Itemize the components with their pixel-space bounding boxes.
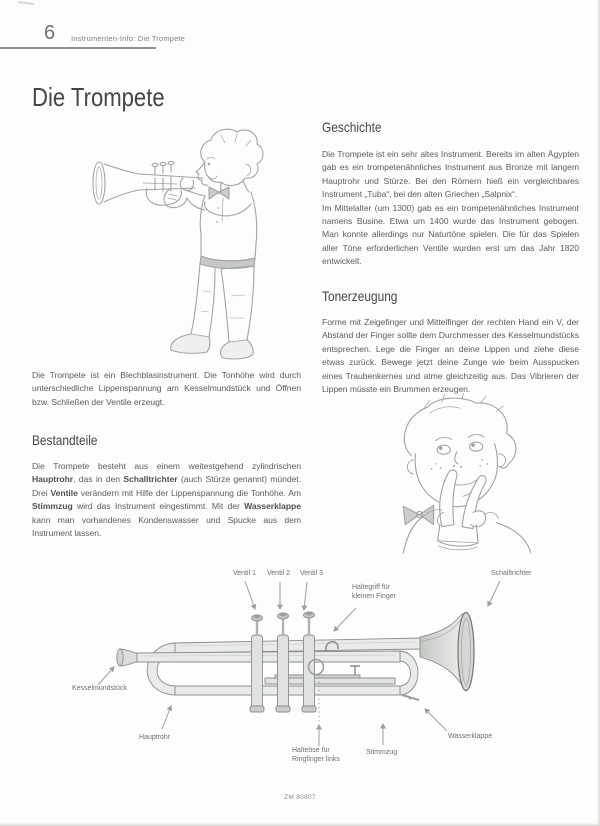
- label-ventil-3: Ventil 3: [300, 570, 323, 577]
- section-heading-bestandteile: Bestandteile: [32, 432, 98, 448]
- bestandteile-paragraph: Die Trompete besteht aus einem weitestgehend zylindrischen Hauptrohr, das in den Schalltrichter (auch Stürze genannt) mündet. Drei Ventile verändern mit Hilfe der Lippenspannung die Tonhöhe. Am Stimmzug wird das Instrument eingestimmt. Mit der Wasserklappe kann man vorhandenes Kondenswasser und Spucke aus dem Instrument lassen.: [32, 461, 301, 539]
- footer-code: ZM 80807: [284, 794, 316, 801]
- page-number: 6: [44, 22, 56, 44]
- label-halteoese: Halteöse für Ringfinger links: [292, 747, 340, 763]
- label-hauptrohr: Hauptrohr: [139, 734, 171, 741]
- boy-v-fingers-illustration: [383, 393, 545, 555]
- label-wasserklappe: Wasserklappe: [448, 733, 493, 740]
- label-schalltrichter: Schalltrichter: [491, 570, 532, 577]
- tonerzeugung-paragraph: Forme mit Zeigefinger und Mittelfinger der rechten Hand ein V, der Abstand der Finger sollte dem Durchmesser des Kesselmundstücks entsprechen. Lege die Finger an deine Lippen und ziehe diese etwas zurück. Bewege jetzt deine Zunge wie beim Ausspucken eines Traubenkernes und atme gleichzeitig aus. Das Vibrieren der Lippen müsste ein Brummen erzeugen.: [322, 317, 579, 395]
- section-heading-geschichte: Geschichte: [322, 119, 382, 135]
- header-rule: [0, 47, 156, 49]
- label-ventil-1: Ventil 1: [233, 570, 256, 577]
- label-haltegriff: Haltegriff für kleinen Finger: [352, 584, 396, 600]
- section-heading-tonerzeugung: Tonerzeugung: [322, 288, 398, 304]
- trumpet-body: [117, 612, 474, 712]
- intro-paragraph: Die Trompete ist ein Blechblasinstrument. Die Tonhöhe wird durch unterschiedliche Lippenspannung am Kesselmundstück und Öffnen bzw. Schließen der Ventile erzeugt.: [32, 370, 301, 407]
- geschichte-paragraphs: Die Trompete ist ein sehr altes Instrument. Bereits im alten Ägypten gab es ein trompetenähnliches Instrument aus Bronze mit langem Hauptrohr und Stürze. Bei den Römern hieß ein vergleichbares Instrument „Tuba“, bei den alten Griechen „Salpnix“. Im Mittelalter (um 1300) gab es ein trompetenähnliches Instrument namens Busine. Etwa um 1400 wurde das Instrument gebogen. Man konnte allerdings nur Naturtöne spielen. Die für das Spielen aller Töne erforderlichen Ventile wurden erst um das Jahr 1820 entwickelt.: [322, 149, 579, 267]
- scan-artifact: [18, 1, 34, 5]
- header-title: Instrumenten-Info: Die Trompete: [71, 34, 186, 43]
- label-stimmzug: Stimmzug: [366, 749, 398, 756]
- boy-playing-trumpet-illustration: [55, 126, 305, 371]
- label-ventil-2: Ventil 2: [267, 570, 290, 577]
- label-kesselmundstueck: Kesselmundstück: [72, 685, 127, 692]
- page-title: Die Trompete: [32, 82, 165, 112]
